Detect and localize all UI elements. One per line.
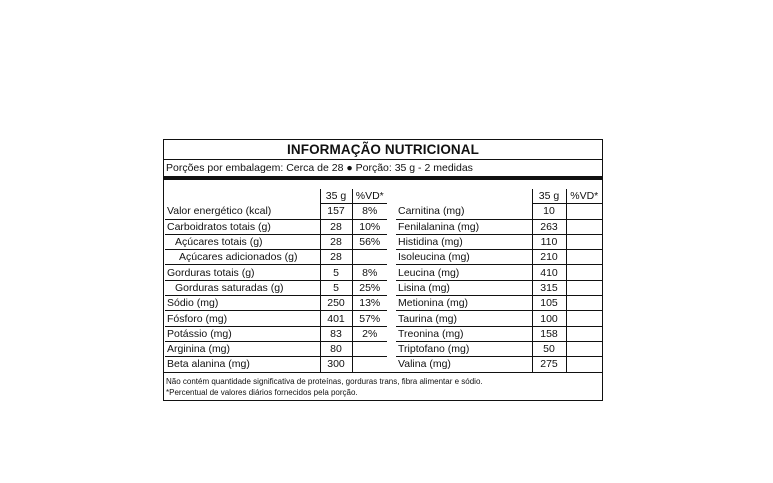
table-row — [165, 219, 387, 234]
nutrient-name: Potássio (mg) — [165, 326, 320, 341]
header-amount: 35 g — [320, 189, 352, 204]
nutrient-name: Valina (mg) — [396, 357, 532, 372]
table-row — [165, 234, 387, 249]
nutrient-dv: 8% — [352, 265, 387, 280]
nutrient-amount: 300 — [320, 357, 352, 372]
nutrient-amount: 28 — [320, 219, 352, 234]
header-dv: %VD* — [352, 189, 387, 204]
nutrient-amount: 105 — [532, 296, 566, 311]
footer-divider — [164, 372, 602, 373]
nutrient-dv: 13% — [352, 296, 387, 311]
nutrient-amount: 100 — [532, 311, 566, 326]
nutrients-table-right — [396, 189, 602, 373]
nutrition-facts-label — [163, 139, 603, 401]
nutrient-dv — [566, 265, 602, 280]
header-blank — [165, 189, 320, 204]
header-blank — [396, 189, 532, 204]
nutrient-name: Treonina (mg) — [396, 326, 532, 341]
servings-info: Porções por embalagem: Cerca de 28 ● Porção: 35 g - 2 medidas — [166, 162, 473, 174]
nutrient-name: Carboidratos totais (g) — [165, 219, 320, 234]
table-row — [165, 280, 387, 295]
table-row — [396, 326, 602, 341]
nutrient-amount: 10 — [532, 204, 566, 219]
nutrient-name: Gorduras saturadas (g) — [165, 280, 320, 295]
table-row — [165, 296, 387, 311]
nutrient-amount: 5 — [320, 265, 352, 280]
nutrient-name: Fósforo (mg) — [165, 311, 320, 326]
nutrient-dv — [352, 250, 387, 265]
nutrient-dv: 10% — [352, 219, 387, 234]
nutrient-name: Lisina (mg) — [396, 280, 532, 295]
nutrient-name: Metionina (mg) — [396, 296, 532, 311]
nutrient-dv — [566, 234, 602, 249]
nutrient-dv — [566, 326, 602, 341]
nutrient-amount: 28 — [320, 234, 352, 249]
table-row — [165, 341, 387, 356]
table-row — [165, 250, 387, 265]
table-row — [396, 219, 602, 234]
nutrient-amount: 263 — [532, 219, 566, 234]
nutrient-amount: 401 — [320, 311, 352, 326]
nutrient-dv: 2% — [352, 326, 387, 341]
nutrient-name: Histidina (mg) — [396, 234, 532, 249]
table-row — [396, 341, 602, 356]
nutrient-name: Taurina (mg) — [396, 311, 532, 326]
nutrient-dv — [566, 204, 602, 219]
nutrient-amount: 28 — [320, 250, 352, 265]
table-row — [165, 311, 387, 326]
nutrient-name: Sódio (mg) — [165, 296, 320, 311]
nutrient-amount: 275 — [532, 357, 566, 372]
table-row — [396, 296, 602, 311]
nutrient-dv — [566, 311, 602, 326]
nutrient-amount: 315 — [532, 280, 566, 295]
header-amount: 35 g — [532, 189, 566, 204]
nutrient-amount: 50 — [532, 341, 566, 356]
nutrient-name: Valor energético (kcal) — [165, 204, 320, 219]
nutrient-name: Triptofano (mg) — [396, 341, 532, 356]
nutrient-name: Leucina (mg) — [396, 265, 532, 280]
footnote-composition: Não contém quantidade significativa de proteínas, gorduras trans, fibra alimentar e sódio. — [166, 377, 483, 386]
nutrient-dv: 56% — [352, 234, 387, 249]
nutrient-amount: 157 — [320, 204, 352, 219]
nutrient-amount: 80 — [320, 341, 352, 356]
nutrient-amount: 83 — [320, 326, 352, 341]
table-row — [165, 265, 387, 280]
table-row — [396, 357, 602, 372]
nutrient-name: Beta alanina (mg) — [165, 357, 320, 372]
title-divider — [164, 159, 602, 160]
table-header-row — [165, 189, 387, 204]
header-dv: %VD* — [566, 189, 602, 204]
table-row — [396, 311, 602, 326]
table-row — [165, 357, 387, 372]
table-row — [396, 234, 602, 249]
nutrient-dv — [566, 280, 602, 295]
table-row — [396, 280, 602, 295]
nutrient-amount: 410 — [532, 265, 566, 280]
nutrient-name: Fenilalanina (mg) — [396, 219, 532, 234]
nutrient-dv: 57% — [352, 311, 387, 326]
table-row — [396, 204, 602, 219]
table-header-row — [396, 189, 602, 204]
table-row — [165, 326, 387, 341]
nutrient-dv — [566, 341, 602, 356]
table-row — [165, 204, 387, 219]
nutrient-name: Carnitina (mg) — [396, 204, 532, 219]
nutrient-name: Arginina (mg) — [165, 341, 320, 356]
nutrient-name: Isoleucina (mg) — [396, 250, 532, 265]
nutrient-dv — [566, 357, 602, 372]
nutrient-dv — [352, 357, 387, 372]
nutrient-dv: 8% — [352, 204, 387, 219]
table-row — [396, 265, 602, 280]
nutrient-amount: 110 — [532, 234, 566, 249]
nutrient-dv: 25% — [352, 280, 387, 295]
table-row — [396, 250, 602, 265]
nutrient-amount: 250 — [320, 296, 352, 311]
nutrient-name: Açúcares totais (g) — [165, 234, 320, 249]
footnote-dv: *Percentual de valores diários fornecidos pela porção. — [166, 388, 358, 397]
label-title: INFORMAÇÃO NUTRICIONAL — [287, 142, 479, 157]
nutrient-amount: 210 — [532, 250, 566, 265]
nutrient-name: Gorduras totais (g) — [165, 265, 320, 280]
nutrient-dv — [352, 341, 387, 356]
nutrient-dv — [566, 250, 602, 265]
nutrient-dv — [566, 219, 602, 234]
nutrient-amount: 158 — [532, 326, 566, 341]
nutrient-name: Açúcares adicionados (g) — [165, 250, 320, 265]
nutrients-table-left — [165, 189, 387, 373]
nutrient-amount: 5 — [320, 280, 352, 295]
nutrient-dv — [566, 296, 602, 311]
servings-divider — [164, 176, 602, 180]
